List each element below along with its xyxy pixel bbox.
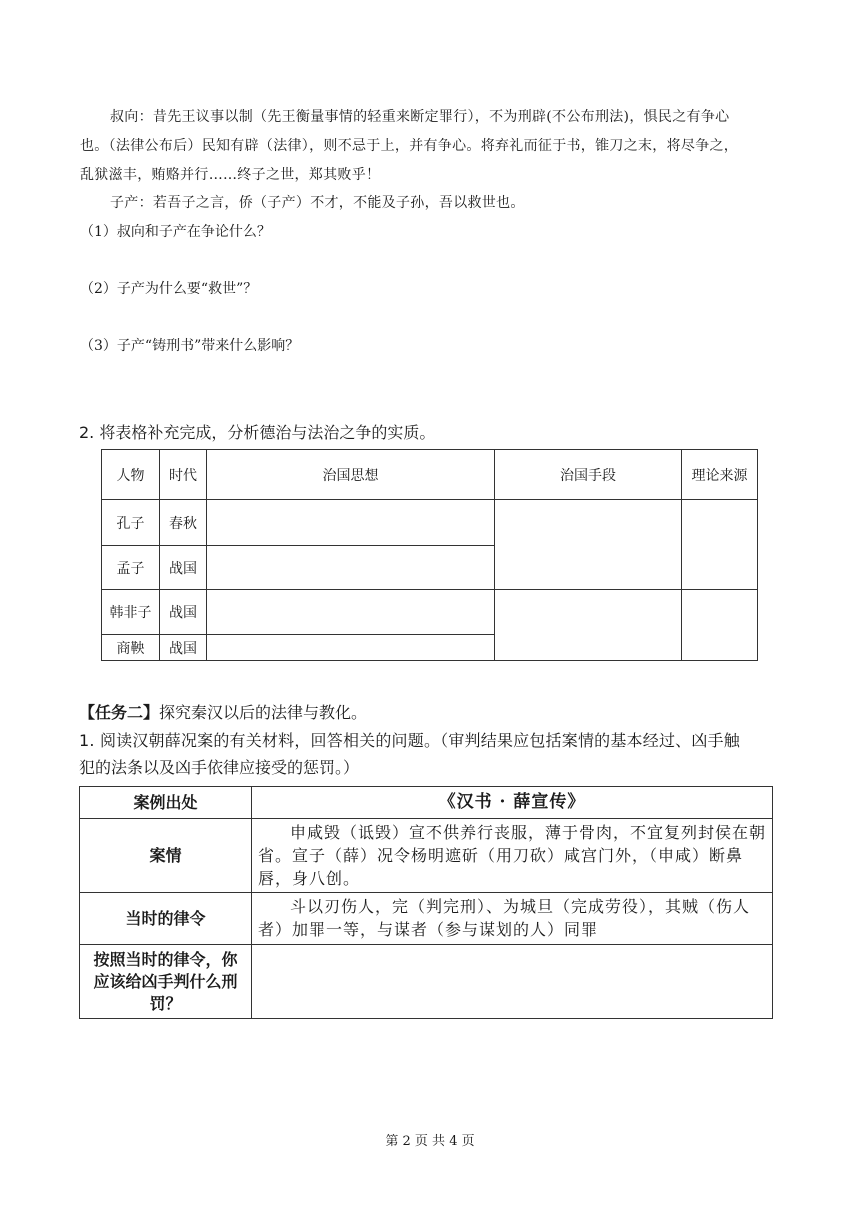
era-cell: 战国 — [160, 546, 207, 590]
law-label: 当时的律令 — [80, 893, 252, 945]
verdict-label: 按照当时的律令，你应该给凶手判什么刑罚？ — [80, 945, 252, 1019]
passage-line-1: 叔向：昔先王议事以制（先王衡量事情的轻重来断定罪行），不为刑辟(不公布刑法)，惧民之有争心 — [110, 109, 730, 125]
means-answer-cell[interactable] — [495, 590, 682, 661]
page-footer: 第 2 页 共 4 页 — [385, 1134, 475, 1149]
thought-table — [101, 449, 758, 661]
task-2-text: 探究秦汉以后的法律与教化。 — [159, 703, 368, 722]
header-thought: 治国思想 — [207, 450, 495, 500]
era-cell: 春秋 — [160, 500, 207, 546]
case-label: 案情 — [80, 819, 252, 893]
era-cell: 战国 — [160, 635, 207, 661]
section-2-title: 2. 将表格补充完成，分析德治与法治之争的实质。 — [79, 423, 436, 442]
thought-answer-cell[interactable] — [207, 546, 495, 590]
era-cell: 战国 — [160, 590, 207, 635]
source-value: 《汉书 · 薛宣传》 — [252, 787, 773, 819]
case-value: 申咸毁（诋毁）宣不供养行丧服，薄于骨肉，不宜复列封侯在朝省。宣子（薛）况令杨明遮斫（用刀砍）咸宫门外，（申咸）断鼻唇，身八创。 — [252, 819, 773, 893]
table-row — [102, 500, 758, 546]
means-answer-cell[interactable] — [495, 500, 682, 590]
task-2-bracket: 【任务二】 — [79, 703, 160, 722]
person-cell: 韩非子 — [102, 590, 160, 635]
passage-line-4: 子产：若吾子之言，侨（子产）不才，不能及子孙，吾以救世也。 — [110, 195, 525, 211]
header-source: 理论来源 — [682, 450, 758, 500]
header-means: 治国手段 — [495, 450, 682, 500]
question-2: （2）子产为什么要“救世”？ — [80, 281, 258, 297]
thought-answer-cell[interactable] — [207, 635, 495, 661]
person-cell: 孔子 — [102, 500, 160, 546]
case-table — [79, 786, 773, 1019]
verdict-row — [80, 945, 773, 1019]
question-3: （3）子产“铸刑书”带来什么影响？ — [80, 338, 300, 354]
task-2-instruction-2: 犯的法条以及凶手依律应接受的惩罚。） — [79, 758, 360, 777]
person-cell: 孟子 — [102, 546, 160, 590]
passage-line-3: 乱狱滋丰，贿赂并行……终子之世，郑其败乎！ — [80, 167, 381, 183]
law-row — [80, 893, 773, 945]
thought-answer-cell[interactable] — [207, 500, 495, 546]
verdict-answer-cell[interactable] — [252, 945, 773, 1019]
header-era: 时代 — [160, 450, 207, 500]
table-row — [102, 590, 758, 635]
source-label: 案例出处 — [80, 787, 252, 819]
task-2-heading — [79, 700, 367, 723]
case-row — [80, 819, 773, 893]
source-row — [80, 787, 773, 819]
thought-answer-cell[interactable] — [207, 590, 495, 635]
table-header-row — [102, 450, 758, 500]
law-value: 斗以刃伤人，完（判完刑）、为城旦（完成劳役），其贼（伤人者）加罪一等，与谋者（参与谋划的人）同罪 — [252, 893, 773, 945]
task-2-instruction-1: 1. 阅读汉朝薛况案的有关材料，回答相关的问题。（审判结果应包括案情的基本经过、凶手触 — [79, 731, 740, 750]
person-cell: 商鞅 — [102, 635, 160, 661]
passage-line-2: 也。（法律公布后）民知有辟（法律），则不忌于上，并有争心。将弃礼而征于书，锥刀之末，将尽争之， — [80, 138, 739, 154]
question-1: （1）叔向和子产在争论什么？ — [80, 224, 271, 240]
header-person: 人物 — [102, 450, 160, 500]
source-answer-cell[interactable] — [682, 590, 758, 661]
source-answer-cell[interactable] — [682, 500, 758, 590]
